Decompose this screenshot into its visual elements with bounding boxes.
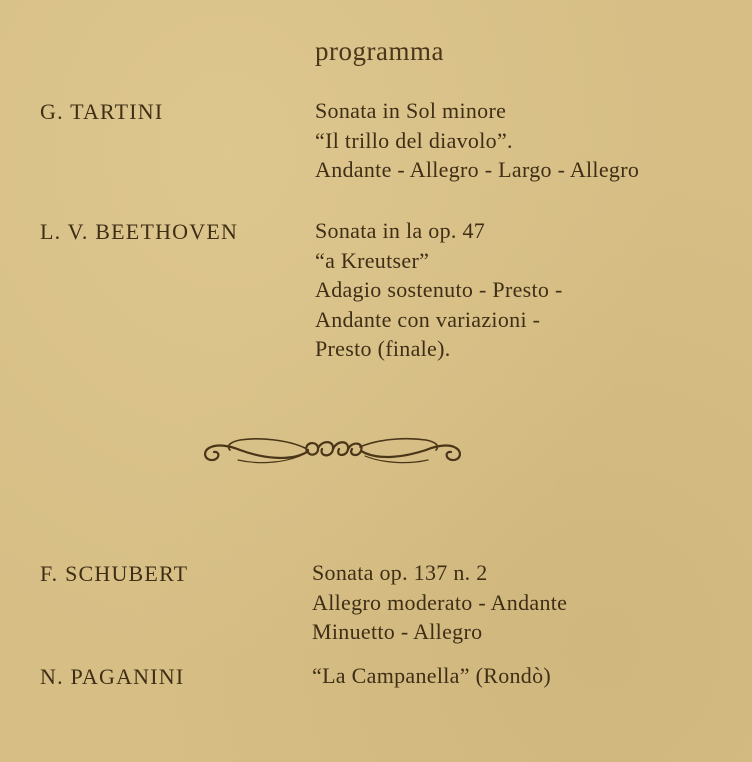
work-line: Allegro moderato - Andante	[312, 589, 568, 615]
work-line: Presto (finale).	[315, 336, 451, 361]
work-line: Minuetto - Allegro	[312, 619, 483, 644]
composer-beethoven: L. V. BEETHOVEN	[40, 219, 239, 244]
work-line: Sonata op. 137 n. 2	[312, 560, 488, 585]
work-line: “a Kreutser”	[315, 247, 430, 273]
composer-paganini: N. PAGANINI	[40, 664, 185, 689]
works-tartini	[315, 96, 639, 185]
works-paganini	[312, 661, 551, 691]
work-line: “Il trillo del diavolo”.	[315, 127, 513, 153]
work-line: Andante - Allegro - Largo - Allegro	[315, 157, 640, 182]
works-schubert	[312, 558, 567, 647]
scroll-flourish-icon	[200, 428, 465, 474]
work-line: Sonata in la op. 47	[315, 218, 486, 243]
work-line: “La Campanella” (Rondò)	[312, 663, 552, 688]
works-beethoven	[315, 216, 563, 364]
composer-tartini: G. TARTINI	[40, 99, 164, 124]
work-line: Adagio sostenuto - Presto -	[315, 277, 563, 302]
work-line: Sonata in Sol minore	[315, 98, 507, 123]
composer-schubert: F. SCHUBERT	[40, 561, 189, 586]
work-line: Andante con variazioni -	[315, 306, 541, 332]
program-title: programma	[315, 36, 444, 66]
